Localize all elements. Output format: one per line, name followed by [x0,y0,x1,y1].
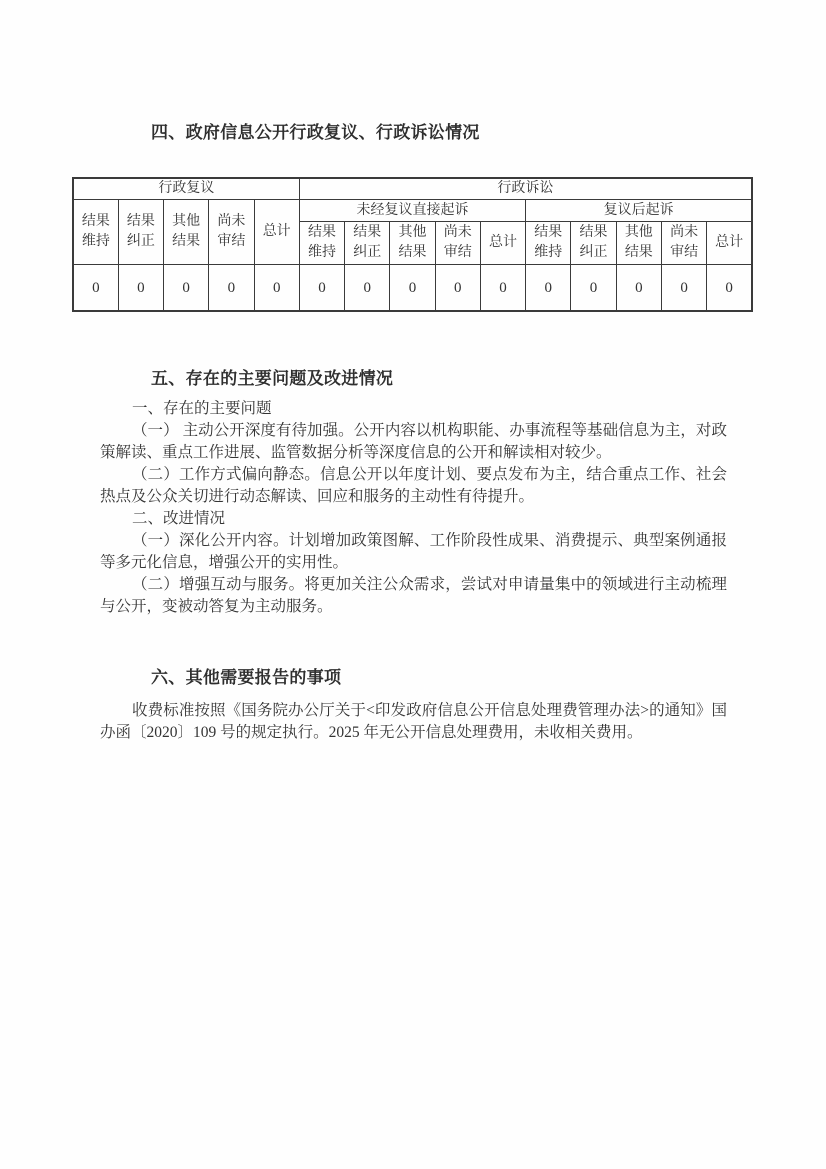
value-cell: 0 [526,265,571,312]
col-header-pending: 尚未审结 [661,222,706,265]
section-four-heading: 四、政府信息公开行政复议、行政诉讼情况 [151,123,480,142]
col-header-result-upheld: 结果维持 [299,222,344,265]
paragraph: （二）工作方式偏向静态。信息公开以年度计划、要点发布为主，结合重点工作、社会热点及公众关切进行动态解读、回应和服务的主动性有待提升。 [100,466,727,505]
col-header-pending: 尚未审结 [435,222,480,265]
col-header-result-corrected: 结果纠正 [118,200,163,265]
value-cell: 0 [707,265,752,312]
paragraph: 收费标准按照《国务院办公厅关于<印发政府信息公开信息处理费管理办法>的通知》国办函〔2020〕109 号的规定执行。2025 年无公开信息处理费用，未收相关费用。 [100,702,727,741]
col-header-other-result: 其他结果 [164,200,209,265]
table-group-header-row [73,178,752,200]
col-header-other-result: 其他结果 [390,222,435,265]
value-cell: 0 [571,265,616,312]
col-header-result-upheld: 结果维持 [73,200,118,265]
section-six-heading: 六、其他需要报告的事项 [151,668,342,687]
value-cell: 0 [118,265,163,312]
col-header-total: 总计 [707,222,752,265]
value-cell: 0 [661,265,706,312]
value-cell: 0 [254,265,299,312]
table-subgroup-header-row [73,200,752,222]
section-five-body [100,398,727,618]
value-cell: 0 [616,265,661,312]
paragraph: （二）增强互动与服务。将更加关注公众需求，尝试对申请量集中的领域进行主动梳理与公开，变被动答复为主动服务。 [100,576,727,615]
section-six-body [100,700,727,744]
value-cell: 0 [164,265,209,312]
section-five-heading: 五、存在的主要问题及改进情况 [151,369,394,388]
col-header-pending: 尚未审结 [209,200,254,265]
paragraph: （一） 主动公开深度有待加强。公开内容以机构职能、办事流程等基础信息为主，对政策解读、重点工作进展、监管数据分析等深度信息的公开和解读相对较少。 [100,422,727,461]
value-cell: 0 [345,265,390,312]
col-header-result-corrected: 结果纠正 [345,222,390,265]
col-header-total: 总计 [480,222,525,265]
col-header-total: 总计 [254,200,299,265]
paragraph: 一、存在的主要问题 [132,400,272,417]
col-header-result-upheld: 结果维持 [526,222,571,265]
col-header-other-result: 其他结果 [616,222,661,265]
value-cell: 0 [480,265,525,312]
table-value-row [73,265,752,312]
value-cell: 0 [73,265,118,312]
admin-review-litigation-table [72,177,753,312]
value-cell: 0 [209,265,254,312]
paragraph: （一）深化公开内容。计划增加政策图解、工作阶段性成果、消费提示、典型案例通报等多元化信息，增强公开的实用性。 [100,532,727,571]
group-header-admin-review: 行政复议 [73,178,299,200]
value-cell: 0 [390,265,435,312]
value-cell: 0 [435,265,480,312]
value-cell: 0 [299,265,344,312]
subgroup-header-lawsuit-after-review: 复议后起诉 [526,200,752,222]
paragraph: 二、改进情况 [132,510,226,527]
subgroup-header-direct-lawsuit: 未经复议直接起诉 [299,200,525,222]
group-header-admin-litigation: 行政诉讼 [299,178,752,200]
col-header-result-corrected: 结果纠正 [571,222,616,265]
